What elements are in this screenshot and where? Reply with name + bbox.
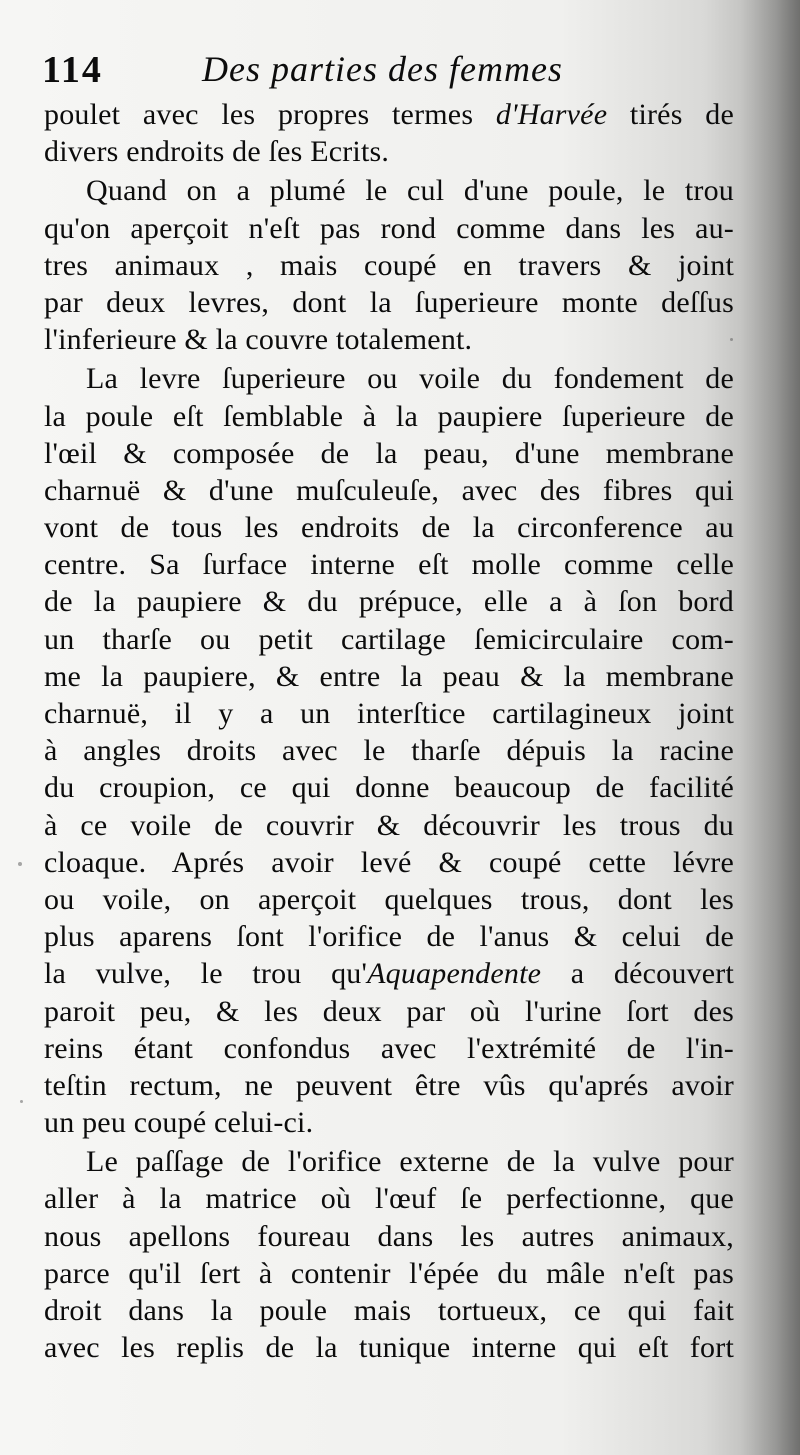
text-segment: parce qu'il ſert à contenir l'épée du mâle n'eſt pas (44, 1256, 734, 1290)
text-line (44, 133, 734, 170)
text-line (44, 1218, 734, 1255)
text-segment: qu'on aperçoit n'eſt pas rond comme dans les au- (44, 211, 734, 245)
text-segment: centre. Sa ſurface interne eſt molle comme celle (44, 548, 734, 582)
text-line (44, 918, 734, 955)
ink-speck (20, 1100, 23, 1103)
text-segment: nous apellons foureau dans les autres animaux, (44, 1219, 734, 1253)
text-line (44, 247, 734, 284)
text-segment: La levre ſuperieure ou voile du fondement de (86, 362, 734, 396)
text-line (44, 1292, 734, 1329)
text-segment: la vulve, le trou qu' (44, 957, 368, 991)
text-segment: l'œil & composée de la peau, d'une membrane (44, 436, 734, 470)
italic-name: Aquapendente (367, 957, 542, 991)
text-line (44, 435, 734, 472)
text-segment: divers endroits de ſes Ecrits. (44, 135, 390, 169)
text-segment: un tharſe ou petit cartilage ſemicirculaire com- (44, 622, 734, 656)
text-segment: de la paupiere & du prépuce, elle a à ſon bord (44, 585, 734, 619)
text-line (44, 398, 734, 435)
italic-name: d'Harvée (495, 98, 608, 131)
text-line (44, 284, 734, 321)
text-line (44, 1255, 734, 1292)
body-text (44, 96, 734, 1366)
text-segment: Le paſſage de l'orifice externe de la vulve pour (86, 1145, 734, 1179)
text-segment: par deux levres, dont la ſuperieure monte deſſus (44, 285, 734, 319)
text-segment: teſtin rectum, ne peuvent être vûs qu'aprés avoir (44, 1068, 734, 1102)
text-line (44, 509, 734, 546)
text-segment: plus aparens ſont l'orifice de l'anus & celui de (44, 920, 734, 954)
text-segment: la poule eſt ſemblable à la paupiere ſuperieure de (44, 399, 734, 433)
text-line (44, 472, 734, 509)
text-line (44, 695, 734, 732)
text-line (44, 1143, 734, 1180)
text-segment: tres animaux , mais coupé en travers & joint (44, 248, 734, 282)
running-title: Des parties des femmes (202, 49, 563, 89)
text-line (44, 1329, 734, 1366)
text-segment: charnuë & d'une muſculeuſe, avec des fibres qui (44, 473, 734, 507)
ink-speck (18, 862, 22, 866)
text-line (44, 583, 734, 620)
text-segment: avec les replis de la tunique interne qui eſt fort (44, 1331, 734, 1365)
text-line (44, 993, 734, 1030)
text-line (44, 844, 734, 881)
text-segment: me la paupiere, & entre la peau & la membrane (44, 659, 734, 693)
text-line (44, 955, 734, 992)
text-line (44, 96, 734, 133)
text-segment: charnuë, il y a un interſtice cartilagineux joint (44, 697, 734, 730)
text-segment: droit dans la poule mais tortueux, ce qui fait (44, 1294, 734, 1327)
text-segment: reins étant confondus avec l'extrémité de l'in- (44, 1031, 734, 1065)
text-segment: cloaque. Aprés avoir levé & coupé cette lévre (44, 845, 734, 879)
text-line (44, 1104, 734, 1141)
text-segment: l'inferieure & la couvre totalement. (44, 323, 473, 357)
text-line (44, 881, 734, 918)
text-segment: tirés de (607, 98, 734, 131)
text-segment: ou voile, on aperçoit quelques trous, dont les (44, 882, 734, 916)
text-segment: un peu coupé celui-ci. (44, 1106, 314, 1140)
text-line (44, 1180, 734, 1217)
text-segment: du croupion, ce qui donne beaucoup de facilité (44, 771, 734, 805)
text-segment: a découvert (541, 957, 734, 991)
text-line (44, 732, 734, 769)
text-segment: Quand on a plumé le cul d'une poule, le trou (86, 174, 734, 208)
page-header (42, 44, 742, 100)
text-line (44, 1030, 734, 1067)
text-line (44, 210, 734, 247)
text-line (44, 172, 734, 209)
text-line (44, 807, 734, 844)
text-line (44, 1067, 734, 1104)
text-line (44, 360, 734, 397)
text-segment: à angles droits avec le tharſe dépuis la racine (44, 734, 734, 768)
text-segment: poulet avec les propres termes (44, 98, 496, 131)
text-segment: paroit peu, & les deux par où l'urine ſort des (44, 994, 734, 1028)
text-segment: à ce voile de couvrir & découvrir les trous du (44, 808, 734, 842)
text-line (44, 621, 734, 658)
text-line (44, 769, 734, 806)
ink-speck (730, 338, 733, 341)
text-segment: vont de tous les endroits de la circonference au (44, 511, 734, 545)
page-number: 114 (42, 49, 103, 91)
text-line (44, 658, 734, 695)
text-line (44, 546, 734, 583)
text-segment: aller à la matrice où l'œuf ſe perfectionne, que (44, 1182, 734, 1216)
text-line (44, 321, 734, 358)
